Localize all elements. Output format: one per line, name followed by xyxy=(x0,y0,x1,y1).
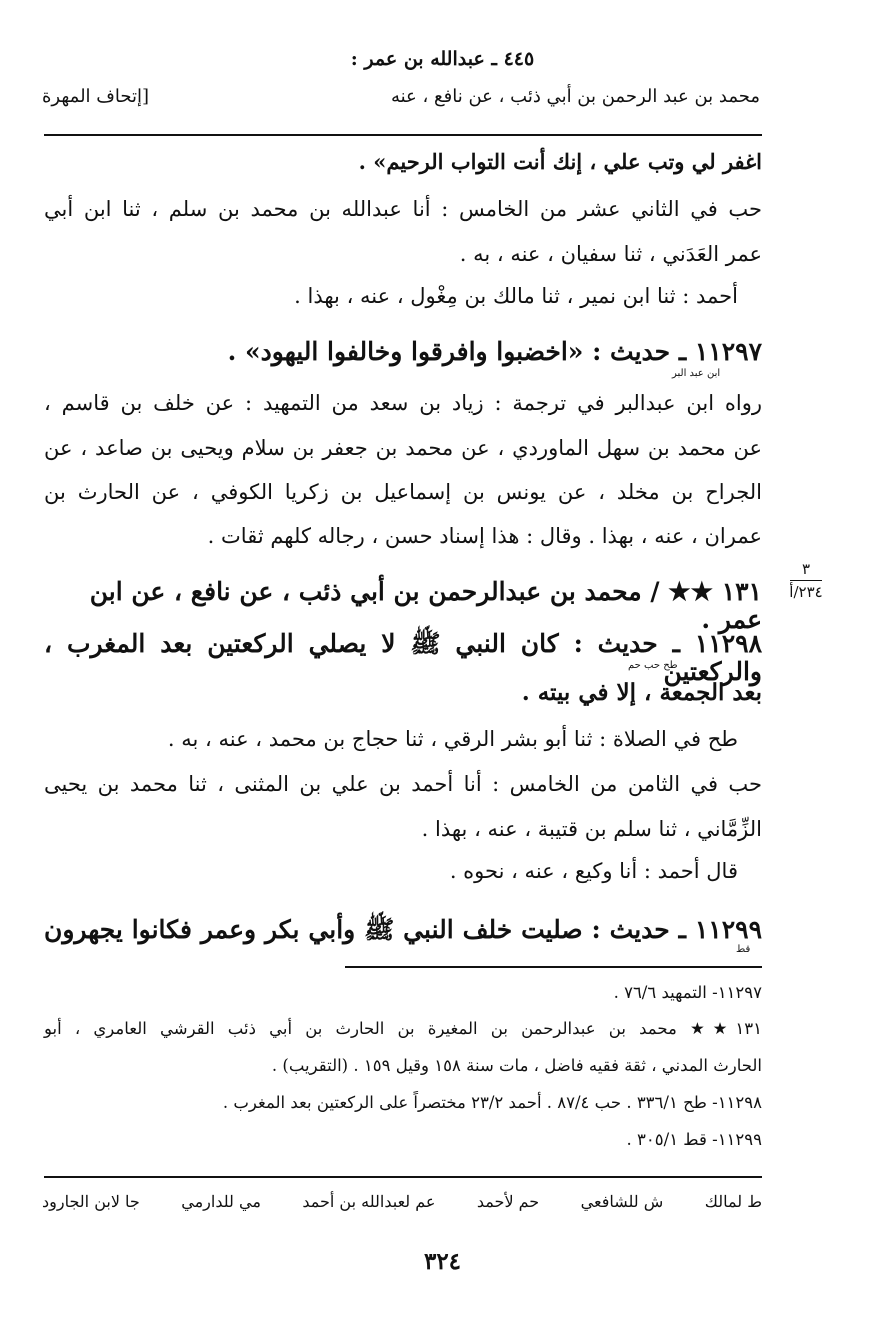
body-line: الجراح بن مخلد ، عن يونس بن إسماعيل بن زكريا الكوفي ، عن الحارث بن xyxy=(44,480,762,504)
footnote-separator xyxy=(345,966,762,968)
body-line: عن محمد بن سهل الماوردي ، عن محمد بن جعفر بن سلام ويحيى بن صاعد ، عن xyxy=(44,436,762,460)
header-title: ٤٤٥ ـ عبدالله بن عمر : xyxy=(350,48,535,70)
page-number: ٣٢٤ xyxy=(423,1248,462,1275)
hadith-11299-source-note: قط xyxy=(736,944,751,955)
legend-rule xyxy=(44,1176,762,1178)
body-line: عمران ، عنه ، بهذا . وقال : هذا إسناد حسن ، رجاله كلهم ثقات . xyxy=(207,524,762,548)
footnote: ١٣١★★ محمد بن عبدالرحمن بن المغيرة بن الحارث بن أبي ذئب القرشي العامري ، أبو xyxy=(44,1019,762,1038)
legend-item: جا لابن الجارود xyxy=(42,1192,140,1211)
legend-item: حم لأحمد xyxy=(476,1192,540,1211)
legend-item: ش للشافعي xyxy=(580,1192,664,1211)
section-heading-131: ١٣١ ★★ / محمد بن عبدالرحمن بن أبي ذئب ، عن نافع ، عن ابن عمر . xyxy=(89,577,762,634)
hadith-11297-source-note: ابن عبد البر xyxy=(672,368,721,379)
margin-ref-bottom: ٢٣٤/أ xyxy=(789,583,823,601)
footnote: الحارث المدني ، ثقة فقيه فاضل ، مات سنة ١٥٨ وقيل ١٥٩ . (التقريب) . xyxy=(271,1056,762,1075)
hadith-heading-11298: ١١٢٩٨ ـ حديث : كان النبي ﷺ لا يصلي الركعتين بعد المغرب ، والركعتين xyxy=(44,629,762,686)
hadith-heading-11299: ١١٢٩٩ ـ حديث : صليت خلف النبي ﷺ وأبي بكر وعمر فكانوا يجهرون xyxy=(44,915,762,944)
header-rule xyxy=(44,134,762,136)
margin-manuscript-ref xyxy=(786,560,826,601)
body-line: قال أحمد : أنا وكيع ، عنه ، نحوه . xyxy=(449,859,738,883)
legend-item: عم لعبدالله بن أحمد xyxy=(302,1192,436,1211)
legend-item: ط لمالك xyxy=(704,1192,762,1211)
margin-ref-divider xyxy=(790,580,822,581)
body-line: حب في الثامن من الخامس : أنا أحمد بن علي بن المثنى ، ثنا محمد بن يحيى xyxy=(44,772,762,796)
footnote: ١١٢٩٩- قط ٣٠٥/١ . xyxy=(626,1130,762,1149)
legend-item: مي للدارمي xyxy=(181,1192,261,1211)
footnote: ١١٢٩٨- طح ٣٣٦/١ . حب ٨٧/٤ . أحمد ٢٣/٢ مختصراً على الركعتين بعد المغرب . xyxy=(222,1093,762,1112)
footnote: ١١٢٩٧- التمهيد ٧٦/٦ . xyxy=(613,983,762,1002)
body-line: رواه ابن عبدالبر في ترجمة : زياد بن سعد من التمهيد : عن خلف بن قاسم ، xyxy=(44,391,762,415)
body-line: أحمد : ثنا ابن نمير ، ثنا مالك بن مِغْول ، عنه ، بهذا . xyxy=(294,284,738,308)
running-header xyxy=(42,86,760,107)
hadith-11298-source-note: طح حب حم xyxy=(628,660,678,671)
hadith-heading-11297: ١١٢٩٧ ـ حديث : «اخضبوا وافرقوا وخالفوا اليهود» . xyxy=(227,337,762,366)
body-line: حب في الثاني عشر من الخامس : أنا عبدالله بن محمد بن سلم ، ثنا ابن أبي xyxy=(44,197,762,221)
abbreviation-legend xyxy=(42,1192,762,1211)
header-subtitle: محمد بن عبد الرحمن بن أبي ذئب ، عن نافع ، عنه xyxy=(390,86,760,107)
hadith-11298-continuation: بعد الجمعة ، إلا في بيته . xyxy=(521,679,762,706)
body-line: طح في الصلاة : ثنا أبو بشر الرقي ، ثنا حجاج بن محمد ، عنه ، به . xyxy=(167,727,738,751)
header-book: [إتحاف المهرة xyxy=(42,86,150,107)
body-line: اغفر لي وتب علي ، إنك أنت التواب الرحيم» . xyxy=(358,149,762,174)
body-line: عمر العَدَني ، ثنا سفيان ، عنه ، به . xyxy=(459,242,762,266)
body-line: الزِّمَّاني ، ثنا سلم بن قتيبة ، عنه ، بهذا . xyxy=(421,817,762,841)
margin-ref-top: ٣ xyxy=(801,560,811,578)
